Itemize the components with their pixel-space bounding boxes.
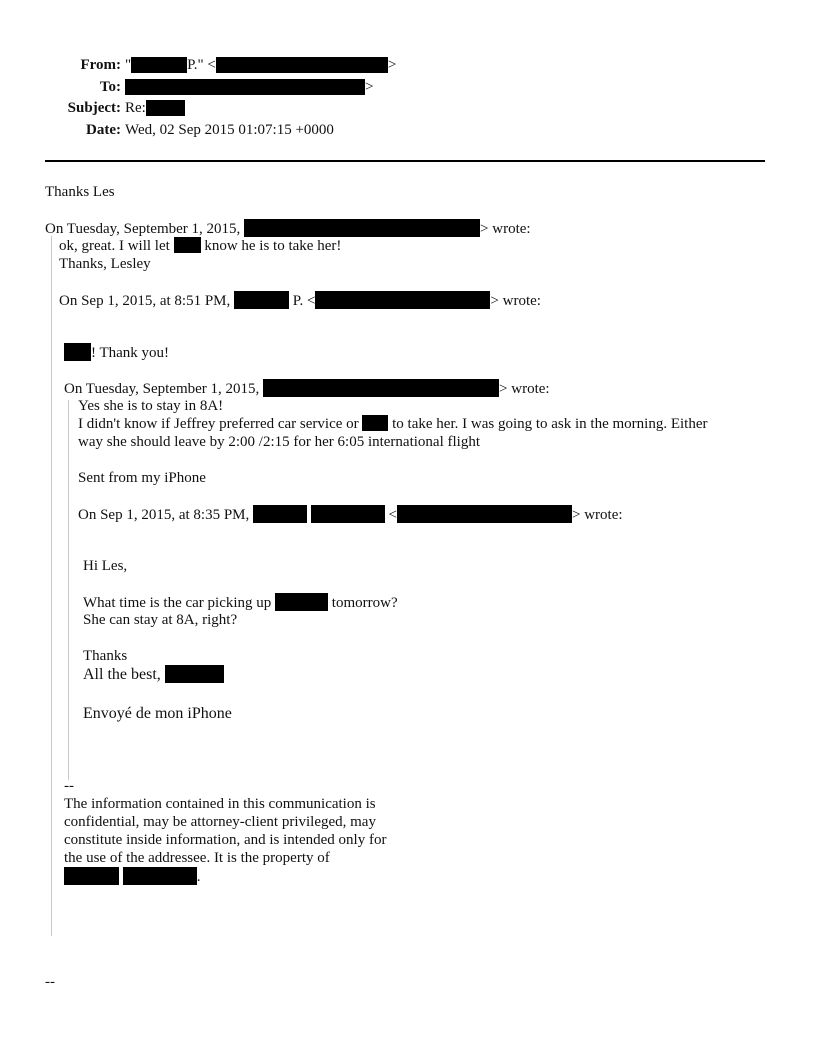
date-value: Wed, 02 Sep 2015 01:07:15 +0000: [125, 121, 334, 138]
to-end: >: [365, 78, 374, 95]
quote-2-attribution: [59, 291, 541, 310]
redaction-box: [253, 505, 307, 523]
redaction-box: [397, 505, 572, 523]
signature-dash: --: [64, 778, 74, 794]
from-row: [40, 54, 396, 76]
signature-line-2: confidential, may be attorney-client privileged, may: [64, 814, 376, 830]
quote-4-line-1a: What time is the car picking up: [83, 595, 276, 611]
quote-1-line-1a: ok, great. I will let: [59, 238, 174, 254]
quote-bar-level-1: [51, 236, 52, 936]
signature-line-1: The information contained in this communication is: [64, 796, 376, 812]
quote-4-line-1: [83, 593, 398, 612]
signature-line-3: constitute inside information, and is intended only for: [64, 832, 387, 848]
quote-2-wrote: > wrote:: [490, 293, 541, 309]
quote-4-thanks: Thanks: [83, 648, 128, 664]
quote-3-line-2b: to take her. I was going to ask in the morning. Either: [388, 416, 708, 432]
signature-line-4: the use of the addressee. It is the property of: [64, 850, 330, 866]
quote-4-best-text: All the best,: [83, 666, 165, 683]
quote-1-line-1: [59, 237, 341, 255]
quote-4-hi: Hi Les,: [83, 558, 128, 574]
redaction-box: [311, 505, 385, 523]
signature-line-5: [64, 867, 201, 886]
quote-1-attribution: [45, 219, 531, 238]
quote-4-attribution: [78, 505, 623, 524]
quote-3-line-2a: I didn't know if Jeffrey preferred car service or: [78, 416, 363, 432]
quote-3-wrote: > wrote:: [499, 381, 550, 397]
redaction-box: [146, 100, 185, 116]
quote-2-thanks-text: ! Thank you!: [91, 345, 170, 361]
quote-3-line-3: way she should leave by 2:00 /2:15 for her 6:05 international flight: [78, 434, 480, 450]
quote-4-line-1b: tomorrow?: [328, 595, 398, 611]
from-label: From:: [80, 56, 121, 73]
from-quote: ": [125, 56, 132, 73]
quote-3-on: On Tuesday, September 1, 2015,: [64, 381, 264, 397]
quote-4-line-2: She can stay at 8A, right?: [83, 612, 238, 628]
quote-3-line-2: [78, 415, 708, 433]
footer-dash: --: [45, 974, 55, 990]
quote-3-line-1: Yes she is to stay in 8A!: [78, 398, 224, 414]
from-mid: P." <: [187, 56, 216, 73]
to-row: [40, 76, 396, 98]
email-header: [40, 54, 396, 141]
redaction-box: [263, 379, 499, 397]
quote-1-on: On Tuesday, September 1, 2015,: [45, 221, 245, 237]
quote-3-attribution: [64, 379, 550, 398]
quote-4-best: [83, 665, 224, 684]
redaction-box: [165, 665, 224, 683]
redaction-box: [244, 219, 480, 237]
redaction-box: [216, 57, 388, 73]
from-end: >: [387, 56, 397, 73]
to-label: To:: [99, 78, 121, 95]
quote-4-lt: <: [384, 507, 397, 523]
quote-1-wrote: > wrote:: [480, 221, 531, 237]
quote-3-sent: Sent from my iPhone: [78, 470, 206, 486]
date-row: [40, 119, 396, 141]
subject-row: [40, 97, 396, 119]
redaction-box: [123, 867, 197, 885]
redaction-box: [64, 867, 119, 885]
quote-4-wrote: > wrote:: [571, 507, 623, 523]
redaction-box: [125, 79, 365, 95]
quote-2-mid: P. <: [289, 293, 316, 309]
quote-4-on: On Sep 1, 2015, at 8:35 PM,: [78, 507, 254, 523]
greeting-text: Thanks Les: [45, 184, 115, 200]
redaction-box: [234, 291, 289, 309]
quote-2-on: On Sep 1, 2015, at 8:51 PM,: [59, 293, 235, 309]
redaction-box: [315, 291, 490, 309]
quote-1-line-2: Thanks, Lesley: [59, 256, 151, 272]
quote-4-envoye: Envoyé de mon iPhone: [83, 705, 232, 722]
quote-2-thanks: [64, 343, 169, 362]
redaction-box: [64, 343, 91, 361]
redaction-box: [131, 57, 187, 73]
redaction-box: [275, 593, 328, 611]
redaction-box: [174, 237, 201, 253]
date-label: Date:: [86, 121, 121, 138]
subject-value: Re:: [125, 100, 146, 117]
quote-bar-level-2: [68, 400, 69, 780]
signature-dot: .: [196, 869, 201, 885]
quote-1-line-1b: know he is to take her!: [200, 238, 342, 254]
redaction-box: [362, 415, 388, 431]
subject-label: Subject:: [67, 100, 121, 117]
header-divider: [45, 160, 765, 162]
